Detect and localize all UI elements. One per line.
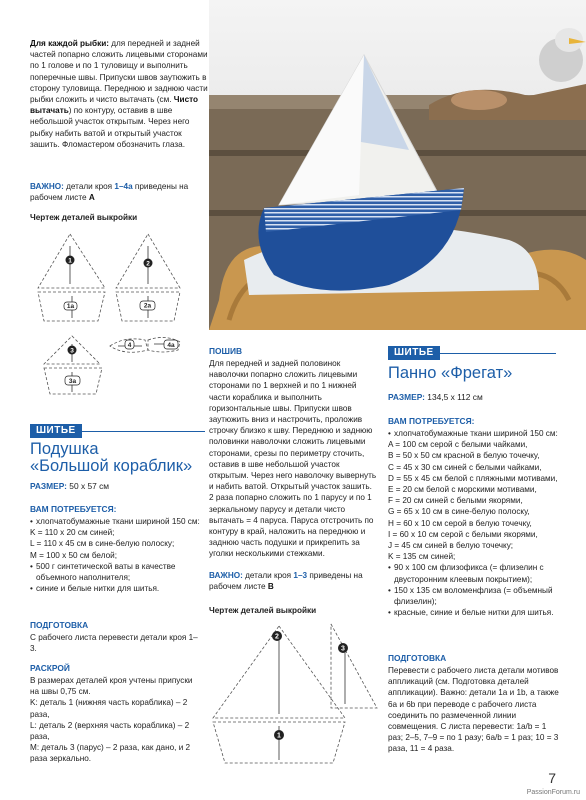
panel-materials-list: [388, 428, 558, 618]
material-item: M = 100 x 50 см белой;: [30, 550, 117, 560]
label-piece-1: 1: [277, 732, 281, 740]
material-item: L = 110 x 45 см в сине-белую полоску;: [30, 539, 175, 549]
pillow-size: [30, 481, 109, 492]
pattern-piece-3: [331, 624, 377, 708]
panel-material-item: • 150 x 135 см воломенфлиза (= объемный флизелин);: [388, 585, 558, 607]
label-4a: 4а: [167, 342, 175, 349]
fish-lead: Для каждой рыбки:: [30, 39, 109, 48]
section-tag-pillow: ШИТЬЕ: [30, 424, 82, 438]
cut-m: M: деталь 3 (парус) – 2 раза, как дано, и 2 раза зеркально.: [30, 743, 191, 764]
panel-material-item: • хлопчатобумажные ткани шириной 150 см:: [388, 428, 558, 439]
panel-size-value: 134,5 х 112 см: [424, 392, 483, 402]
panel-material-item: D = 55 x 45 см белой с пляжными мотивами,: [388, 473, 558, 483]
material-item: • 500 г синтетической ваты в качестве объемного наполнителя;: [30, 561, 210, 583]
panel-material-item: F = 20 см синей с белыми якорями,: [388, 496, 523, 506]
fish-instructions: [30, 38, 210, 150]
fish-para2-start: Переднюю и заднюю части рыбки сложить и чисто вытачать (см.: [30, 83, 208, 105]
material-item: • хлопчатобумажные ткани шириной 150 см:: [30, 516, 210, 527]
fish-important-note: [30, 181, 210, 203]
panel-material-item: J = 45 см синей в белую точечку;: [388, 541, 514, 551]
panel-materials-heading: ВАМ ПОТРЕБУЕТСЯ:: [388, 416, 475, 426]
fish-important-nums: 1–4а: [114, 182, 133, 191]
cut-intro: В размерах деталей кроя учтены припуски на швы 0,75 см.: [30, 676, 193, 697]
label-piece-3: 3: [341, 645, 345, 653]
pillow-size-label: РАЗМЕР:: [30, 481, 67, 491]
label-1a: 1а: [66, 303, 75, 310]
pillow-title-line1: Подушка: [30, 440, 99, 458]
watermark: PassionForum.ru: [526, 789, 580, 796]
fish-important-end: приведены на рабочем листе: [30, 182, 189, 203]
sewing-important-nums: 1–3: [293, 571, 308, 580]
panel-material-item: I = 60 x 10 см серой с белыми якорями,: [388, 529, 538, 539]
pillow-prep-heading: ПОДГОТОВКА: [30, 620, 89, 630]
label-4: 4: [127, 342, 132, 349]
label-piece-2: 2: [275, 633, 279, 641]
panel-size: [388, 392, 483, 403]
page-number: 7: [548, 770, 556, 786]
fish-para2-end: ) по контуру, оставив в шве небольшой участок открытым. Через него рыбку набить ватой и открытый участок зашить. Фломастером обозначить глаза.: [30, 106, 190, 149]
panel-material-item: C = 45 x 30 см синей с белыми чайками,: [388, 462, 542, 472]
label-3: 3: [70, 347, 74, 355]
pillow-photo: [209, 0, 586, 330]
fish-para2-bold: Чисто вытачать: [30, 95, 199, 116]
panel-material-item: B = 50 x 50 см красной в белую точечку,: [388, 451, 540, 461]
sewing-text: Для передней и задней половинок наволочки попарно сложить лицевыми сторонами по 1 верхней и по 1 нижней части кораблика и выполнить горизонтальные швы. Припуски швов заутюжить вниз и настрочить, проложив строчку близко к шву. Переднюю и заднюю половинки наволочки сложить лицевыми сторонами, срезы по периметру сточить, оставив в шве небольшой участок открытым. Через него наволочку вывернуть и набить ватой. Открытый участок зашить. 2 раза попарно сложить по 1 парусу и по 1 зеркальному парусу и детали чисто вытачать = 4 паруса. Паруса отстрочить по контуру в край, наложить на переднюю и заднюю часть подушки и прикрепить за уголки несколькими стежками.: [209, 359, 377, 559]
fish-pattern-drawing: [30, 226, 210, 406]
panel-material-item: G = 65 x 10 см в сине-белую полоску,: [388, 507, 530, 517]
fish-pattern-title: Чертеж деталей выкройки: [30, 213, 138, 222]
material-item: • синие и белые нитки для шитья.: [30, 583, 210, 594]
label-3a: 3а: [68, 378, 77, 385]
pillow-title-line2: «Большой кораблик»: [30, 457, 193, 475]
pillow-cut-heading: РАСКРОЙ: [30, 663, 70, 673]
pillow-materials-heading: ВАМ ПОТРЕБУЕТСЯ:: [30, 504, 117, 514]
panel-material-item: A = 100 см серой с белыми чайками,: [388, 440, 528, 450]
panel-material-item: • красные, синие и белые нитки для шитья.: [388, 607, 558, 618]
panel-material-item: • 90 x 100 см флизофикса (= флизелин с двусторонним клеевым покрытием);: [388, 562, 558, 584]
sewing-important-sheet: B: [267, 582, 274, 592]
pillow-materials-list: [30, 516, 210, 594]
label-1: 1: [68, 257, 72, 265]
fish-important-label: ВАЖНО:: [30, 182, 64, 191]
fish-important-mid: детали кроя: [63, 182, 115, 191]
pillow-size-value: 50 х 57 см: [66, 481, 110, 491]
panel-material-item: H = 60 x 10 см серой в белую точечку,: [388, 518, 532, 528]
material-item: K = 110 x 20 см синей;: [30, 528, 115, 538]
pillow-prep-text: С рабочего листа перевести детали кроя 1–3.: [30, 633, 198, 654]
panel-prep-heading: ПОДГОТОВКА: [388, 653, 447, 663]
cut-l: L: деталь 2 (верхняя часть кораблика) – 2 раза,: [30, 720, 190, 742]
sewing-important-end: приведены на рабочем листе: [209, 571, 363, 592]
panel-size-label: РАЗМЕР:: [388, 392, 425, 402]
fish-important-sheet: А: [88, 193, 95, 203]
pillow-pattern-title: Чертеж деталей выкройки: [209, 606, 317, 615]
pillow-pattern-drawing: [205, 618, 385, 773]
panel-prep-text: Перевести с рабочего листа детали мотивов аппликаций (см. Подготовка деталей аппликации). Важно: детали 1a и 1b, а также 6a и 6b при переводе с рабочего листа соединить по размеченной линии совмещения. С листа перевести: 1a/b = 1 раз; 2–5, 7–9 = по 1 разу; 6a/b = 1 раз; 10 = 3 раза, 11 = 4 раза.: [388, 666, 559, 754]
tag-rule: [80, 431, 205, 432]
sewing-heading: ПОШИВ: [209, 346, 243, 356]
sewing-important-label: ВАЖНО:: [209, 571, 243, 580]
panel-title: Панно «Фрегат»: [388, 364, 513, 382]
tag-rule: [438, 353, 556, 354]
label-2a: 2а: [143, 302, 152, 310]
sewing-important-note: [209, 570, 379, 592]
pillow-cut-text: [30, 675, 200, 765]
panel-material-item: E = 20 см белой с морскими мотивами,: [388, 485, 537, 495]
label-2: 2: [146, 260, 150, 268]
sewing-important-mid: детали кроя: [242, 571, 294, 580]
cut-k: K: деталь 1 (нижняя часть кораблика) – 2 раза,: [30, 698, 188, 719]
panel-material-item: K = 135 см синей;: [388, 552, 456, 562]
fish-para1: для передней и задней частей попарно сложить лицевыми сторонами по 1 голове и по 1 туловищу и выполнить поперечные швы. Припуски швов заутюжить в сторону туловища.: [30, 39, 208, 93]
section-tag-panel: ШИТЬЕ: [388, 346, 440, 360]
